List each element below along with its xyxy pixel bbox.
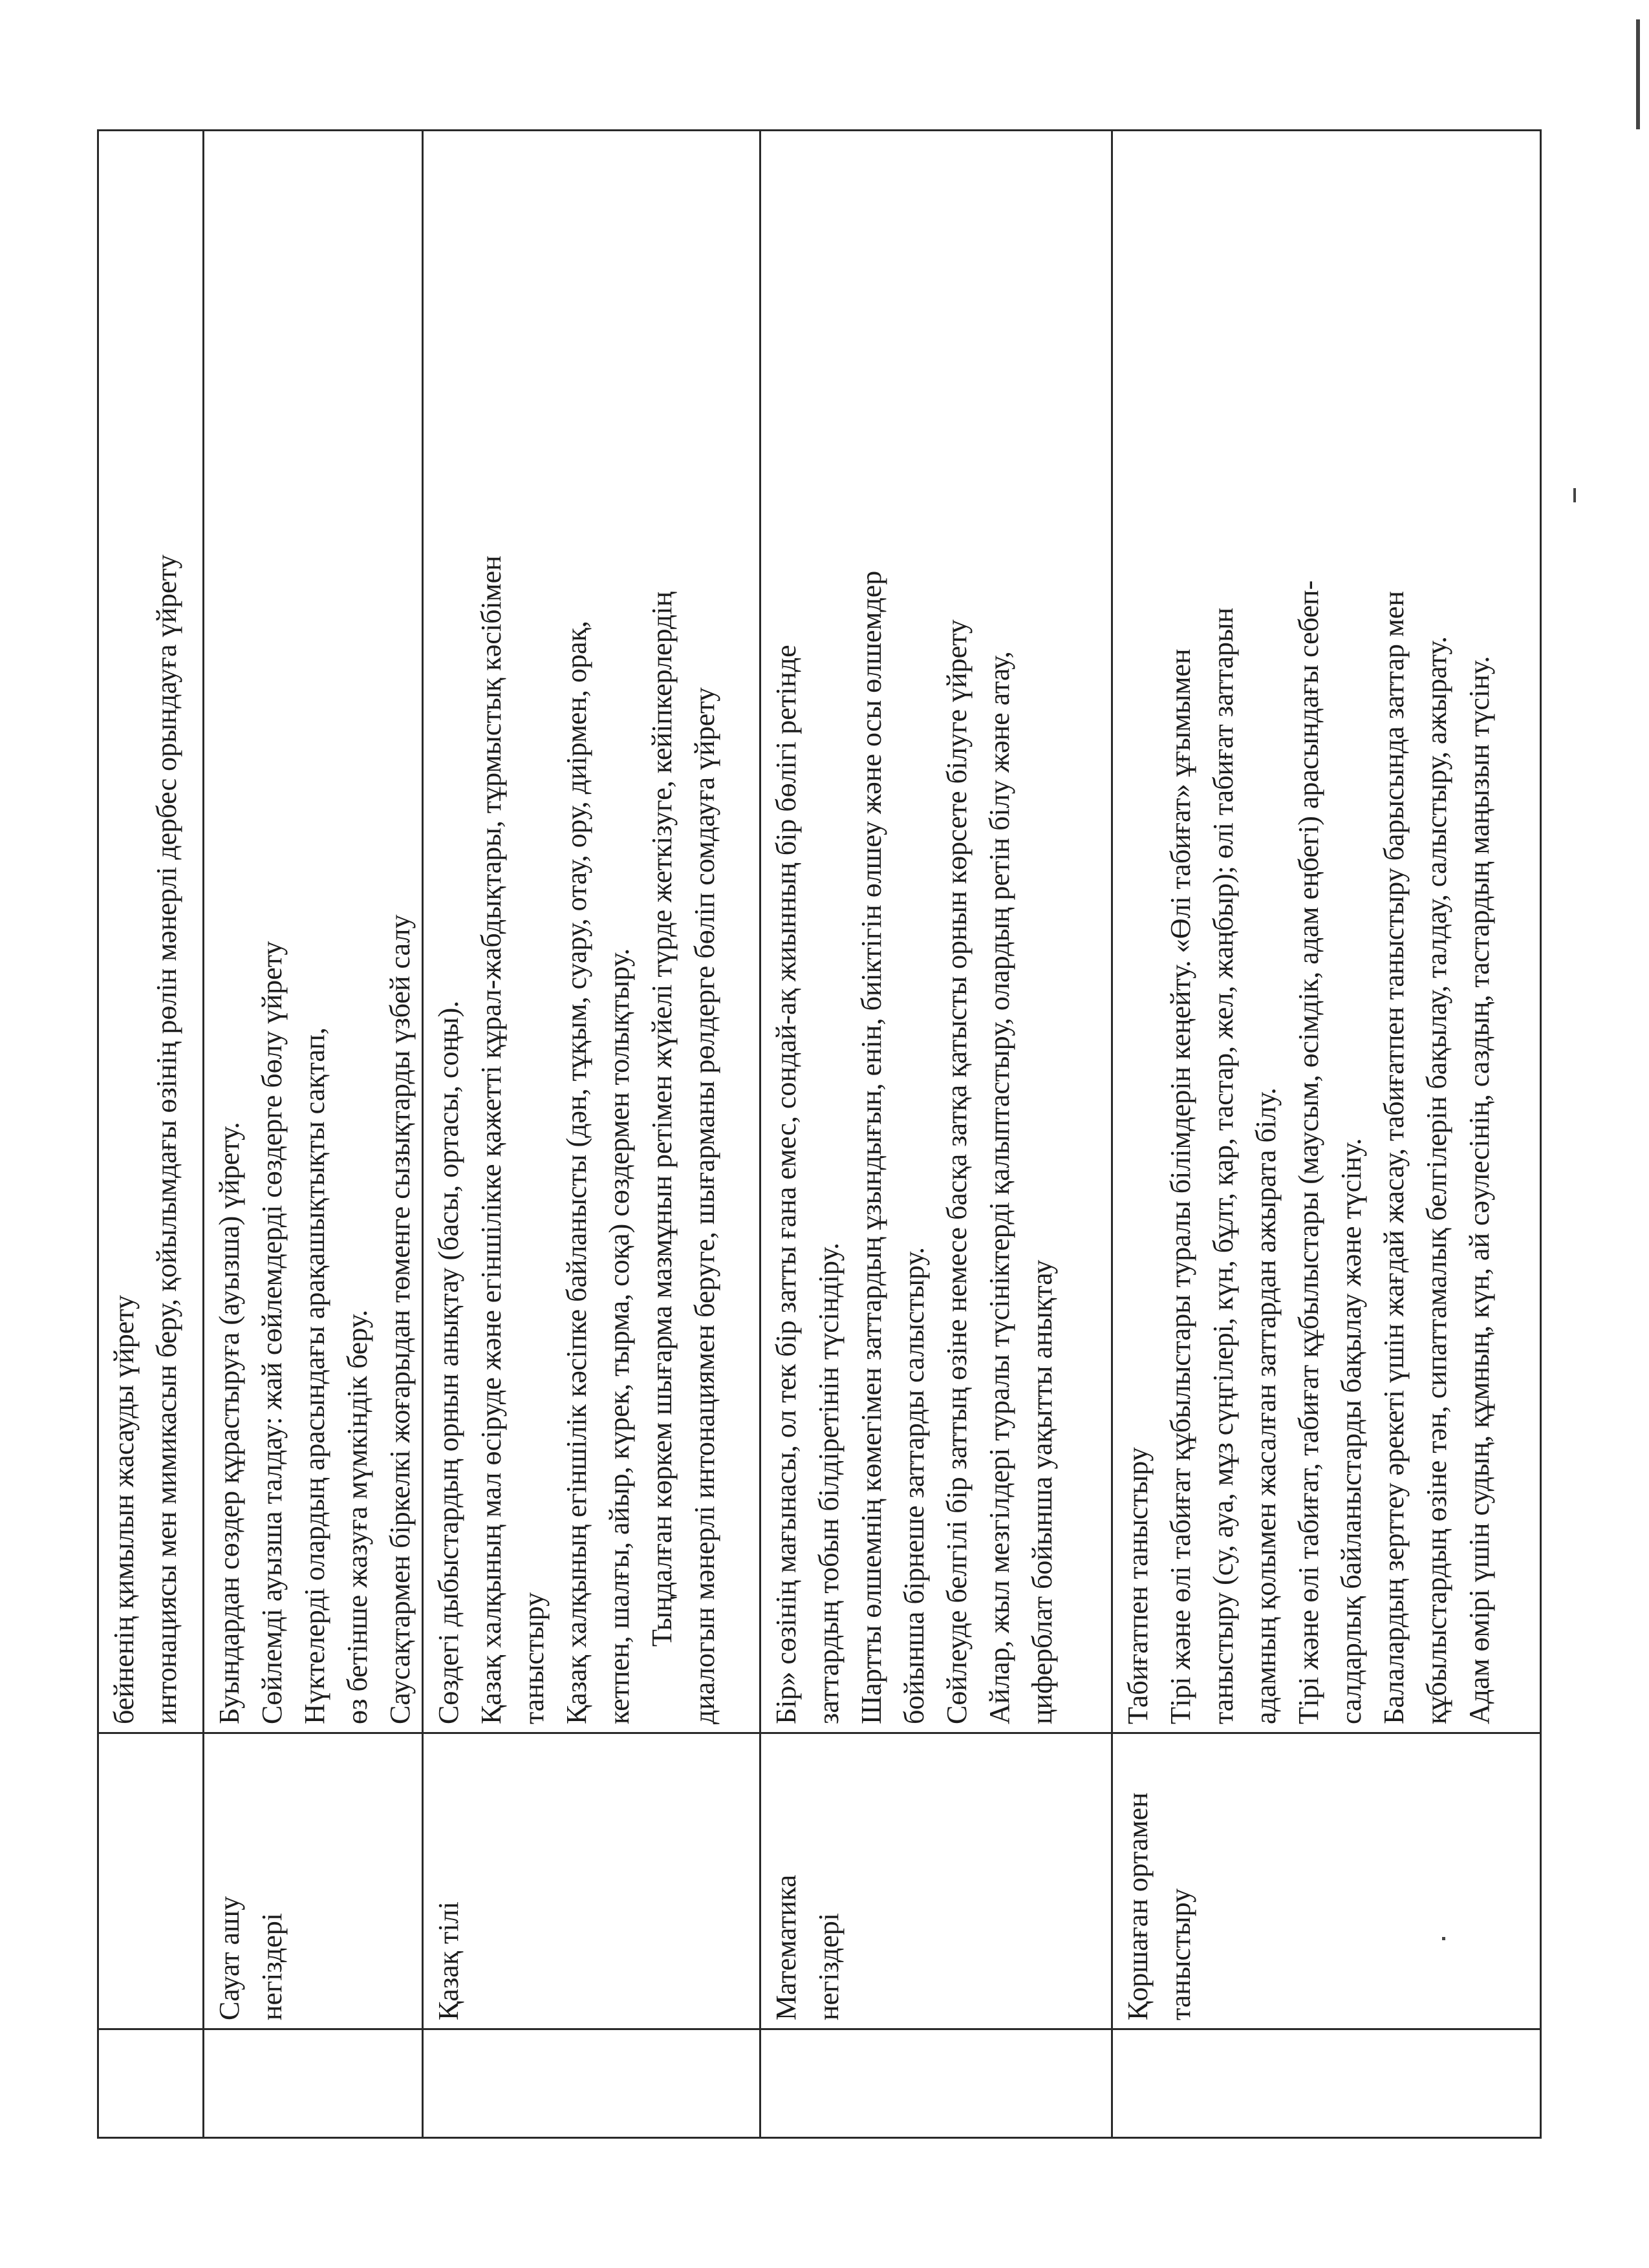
content-line: бейненің қимылын жасауды үйрету	[108, 1295, 140, 1724]
content-line: Тірі және өлі табиғат, табиғат құбылыстары (маусым, өсімдік, адам еңбегі) арасындағы себеп-	[1293, 580, 1324, 1724]
content-line: Тірі және өлі табиғат құбылыстары туралы білімдерін кеңейту. «Өлі табиғат» ұғымымен	[1165, 648, 1196, 1724]
content-line: диалогын мәнерлі интонациямен беруге, шығарманы рөлдерге бөліп сомдауға үйрету	[689, 687, 720, 1724]
subject-name-line: Қоршаған ортамен	[1122, 1792, 1154, 2020]
content-line: Балалардың зерттеу әрекеті үшін жағдай жасау, табиғатпен таныстыру барысында заттар мен	[1378, 591, 1410, 1724]
content-line: циферблат бойынша уақытты анықтау	[1026, 1259, 1058, 1724]
content-line: Қазақ халқының егіншілік кәсіпке байланысты (дән, тұқым, суару, отау, ору, диірмен, орақ,	[561, 621, 592, 1724]
content-line: Нүктелерді олардың арасындағы арақашықтықты сақтап,	[299, 1027, 330, 1724]
content-cell	[204, 131, 423, 1733]
content-line: адамның қолымен жасалған заттардан ажырата білу.	[1250, 1087, 1282, 1724]
row-korshagan-orta	[1112, 131, 1541, 2138]
scan-mark	[1442, 1937, 1445, 1940]
subject-name-line: таныстыру	[1165, 1888, 1196, 2020]
content-cell	[760, 131, 1112, 1733]
content-line: таныстыру (су, ауа, мұз сүңгілері, күн, бұлт, қар, тастар, жел, жаңбыр); өлі табиғат заттарын	[1207, 607, 1239, 1724]
content-cell	[1112, 131, 1541, 1733]
content-line: Бір» сөзінің мағынасы, ол тек бір затты ғана емес, сондай-ақ жиынның бір бөлігі ретінде	[770, 645, 802, 1724]
content-line: салдарлық байланыстарды бақылау және түсіну.	[1335, 1138, 1367, 1724]
empty-cell	[760, 2029, 1112, 2138]
content-line: таныстыру	[518, 1592, 550, 1724]
row-sauat-ashu	[204, 131, 423, 2138]
content-line: Саусақтармен біркелкі жоғарыдан төменге сызықтарды үзбей салу	[384, 914, 416, 1724]
subject-cell	[1112, 1733, 1541, 2029]
rotated-page	[97, 129, 1533, 2139]
empty-cell	[204, 2029, 423, 2138]
row-matematika	[760, 131, 1112, 2138]
content-line: Шартты өлшемнің көмегімен заттардың ұзындығын, енін, биіктігін өлшеу және осы өлшемдер	[856, 570, 887, 1724]
subject-cell	[760, 1733, 1112, 2029]
subject-name-line: Қазақ тілі	[433, 1901, 464, 2020]
subject-cell	[98, 1733, 204, 2029]
table-body	[98, 131, 1541, 2138]
empty-cell	[98, 2029, 204, 2138]
curriculum-table	[97, 129, 1542, 2139]
content-line: кетпен, шалғы, айыр, күрек, тырма, соқа) сөздермен толықтыру.	[603, 948, 635, 1724]
content-cell	[423, 131, 760, 1733]
content-line: бойынша бірнеше заттарды салыстыру.	[898, 1246, 930, 1724]
content-line: Қазақ халқының мал өсіруде және егіншілікке қажетті құрал-жабдықтары, тұрмыстық кәсібімен	[475, 555, 507, 1724]
content-line: Сөйлеуде белгілі бір заттың өзіне немесе басқа затқа қатысты орнын көрсете білуге үйрету	[941, 619, 973, 1724]
subject-name-line: Сауат ашу	[213, 1896, 245, 2020]
content-line: Табиғатпен таныстыру	[1122, 1447, 1154, 1724]
scan-mark	[1573, 488, 1576, 502]
row-continuation	[98, 131, 204, 2138]
content-line: құбылыстардың өзіне тән, сипаттамалық белгілерін бақылау, талдау, салыстыру, ажырату.	[1421, 636, 1452, 1724]
content-line: интонациясы мен мимикасын беру, қойылымдағы өзінің рөлін мәнерлі дербес орындауға үйрету	[151, 554, 182, 1724]
content-line: Тыңдалған көркем шығарма мазмұнын ретімен жүйелі түрде жеткізуге, кейіпкерлердің	[646, 591, 678, 1647]
content-line: Айлар, жыл мезгілдері туралы түсініктерді қалыптастыру, олардың ретін білу және атау,	[984, 651, 1015, 1724]
subject-name-line: негіздері	[813, 1912, 845, 2020]
content-line: Сөйлемді ауызша талдау: жай сөйлемдерді сөздерге бөлу үйрету	[256, 941, 288, 1724]
subject-name-line: негіздері	[256, 1912, 288, 2020]
subject-name-line: Математика	[770, 1874, 802, 2020]
content-line: заттардың тобын білдіретінін түсіндіру.	[813, 1243, 845, 1724]
empty-cell	[1112, 2029, 1541, 2138]
content-line: Сөздегі дыбыстардың орнын анықтау (басы, ортасы, соңы).	[433, 1000, 464, 1724]
content-line: Адам өмірі үшін судың, құмның, күн, ай сәулесінің, саздың, тастардың маңызын түсіну.	[1463, 656, 1495, 1724]
empty-cell	[423, 2029, 760, 2138]
subject-cell	[423, 1733, 760, 2029]
content-line: Буындардан сөздер құрастыруға (ауызша) үйрету.	[213, 1122, 245, 1724]
subject-cell	[204, 1733, 423, 2029]
scan-mark	[1636, 19, 1640, 129]
content-line: өз бетінше жазуға мүмкіндік беру.	[341, 1309, 373, 1724]
content-cell	[98, 131, 204, 1733]
row-kazak-tili	[423, 131, 760, 2138]
